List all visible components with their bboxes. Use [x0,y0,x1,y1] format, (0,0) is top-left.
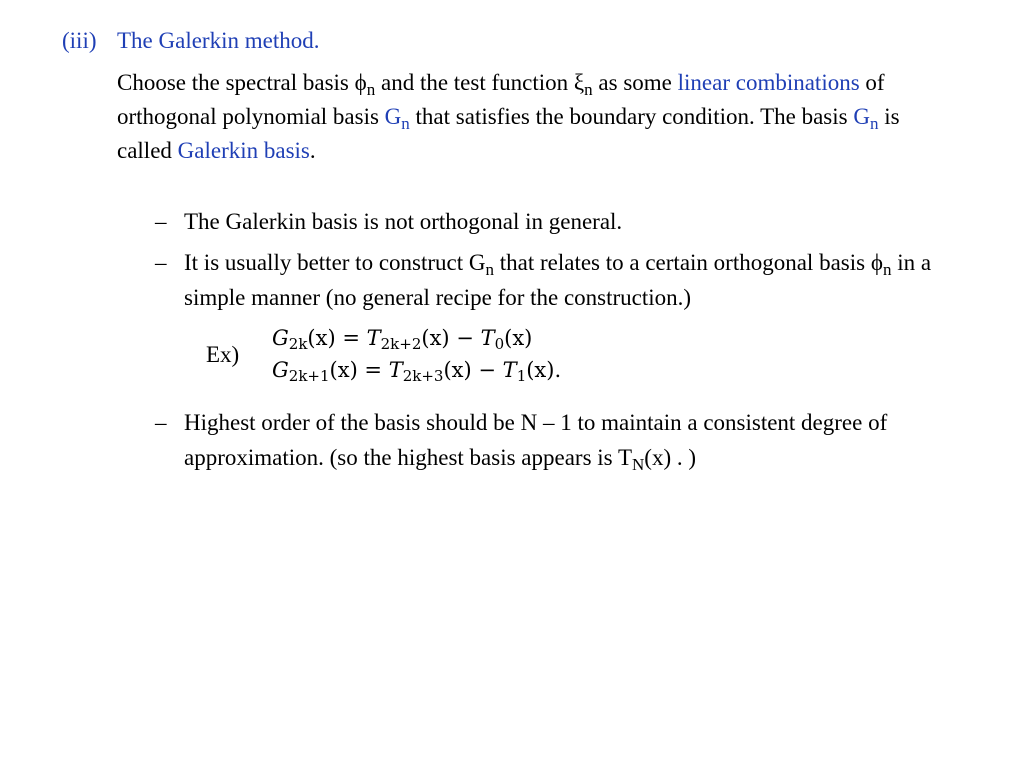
equation-2: $G_{2k+1}(x) = T_{2k+3}(x) - T_1(x)$. [272,358,562,385]
phi-symbol: ϕ [354,70,367,95]
bullet-list [155,204,975,475]
text-run: as some [592,70,678,95]
bullet-item [155,245,975,315]
bullet-item [155,204,975,239]
subscript: n [882,260,892,279]
bullet-text: (x) . ) [644,445,697,470]
bullet-text: Highest order of the basis should be N – 1 to maintain a consistent degree of approximation. (so the highest basis appears is T [184,410,888,470]
xi-symbol: ξ [573,70,585,95]
text-run: . [309,138,316,163]
equation-1: $G_{2k}(x) = T_{2k+2}(x) - T_0(x)$ [272,326,533,353]
dash-marker: – [155,209,167,234]
section-title: The Galerkin method. [117,28,320,53]
subscript: n [366,80,376,99]
bullet-text: The Galerkin basis is not orthogonal in general. [184,209,623,234]
phi-symbol: ϕ [870,250,883,275]
g-symbol: $G_n$ [384,104,410,133]
section-number: (iii) [62,28,97,53]
subscript: N [632,455,645,474]
text-run: Choose the spectral basis [117,70,355,95]
linear-combinations-term: linear combinations [677,70,860,95]
intro-paragraph [117,66,917,168]
text-run: and the test function [375,70,574,95]
bullet-item [155,405,975,475]
subscript: n [485,260,494,279]
g-symbol: $G_n$ [853,104,879,133]
dash-marker: – [155,410,167,435]
example-block [155,323,975,395]
text-run: that satisfies the boundary condition. The basis [409,104,854,129]
example-label: Ex) [206,342,240,367]
text-run: of orthogonal polynomial basis [117,70,885,129]
bullet-text: It is usually better to construct G [184,250,486,275]
galerkin-basis-term: Galerkin basis [177,138,310,163]
dash-marker: – [155,250,167,275]
bullet-text: in a simple manner (no general recipe for the construction.) [184,250,932,310]
section-heading [62,26,319,56]
subscript: n [584,80,593,99]
bullet-text: that relates to a certain orthogonal basis [494,250,871,275]
text-run: is called [117,104,900,163]
